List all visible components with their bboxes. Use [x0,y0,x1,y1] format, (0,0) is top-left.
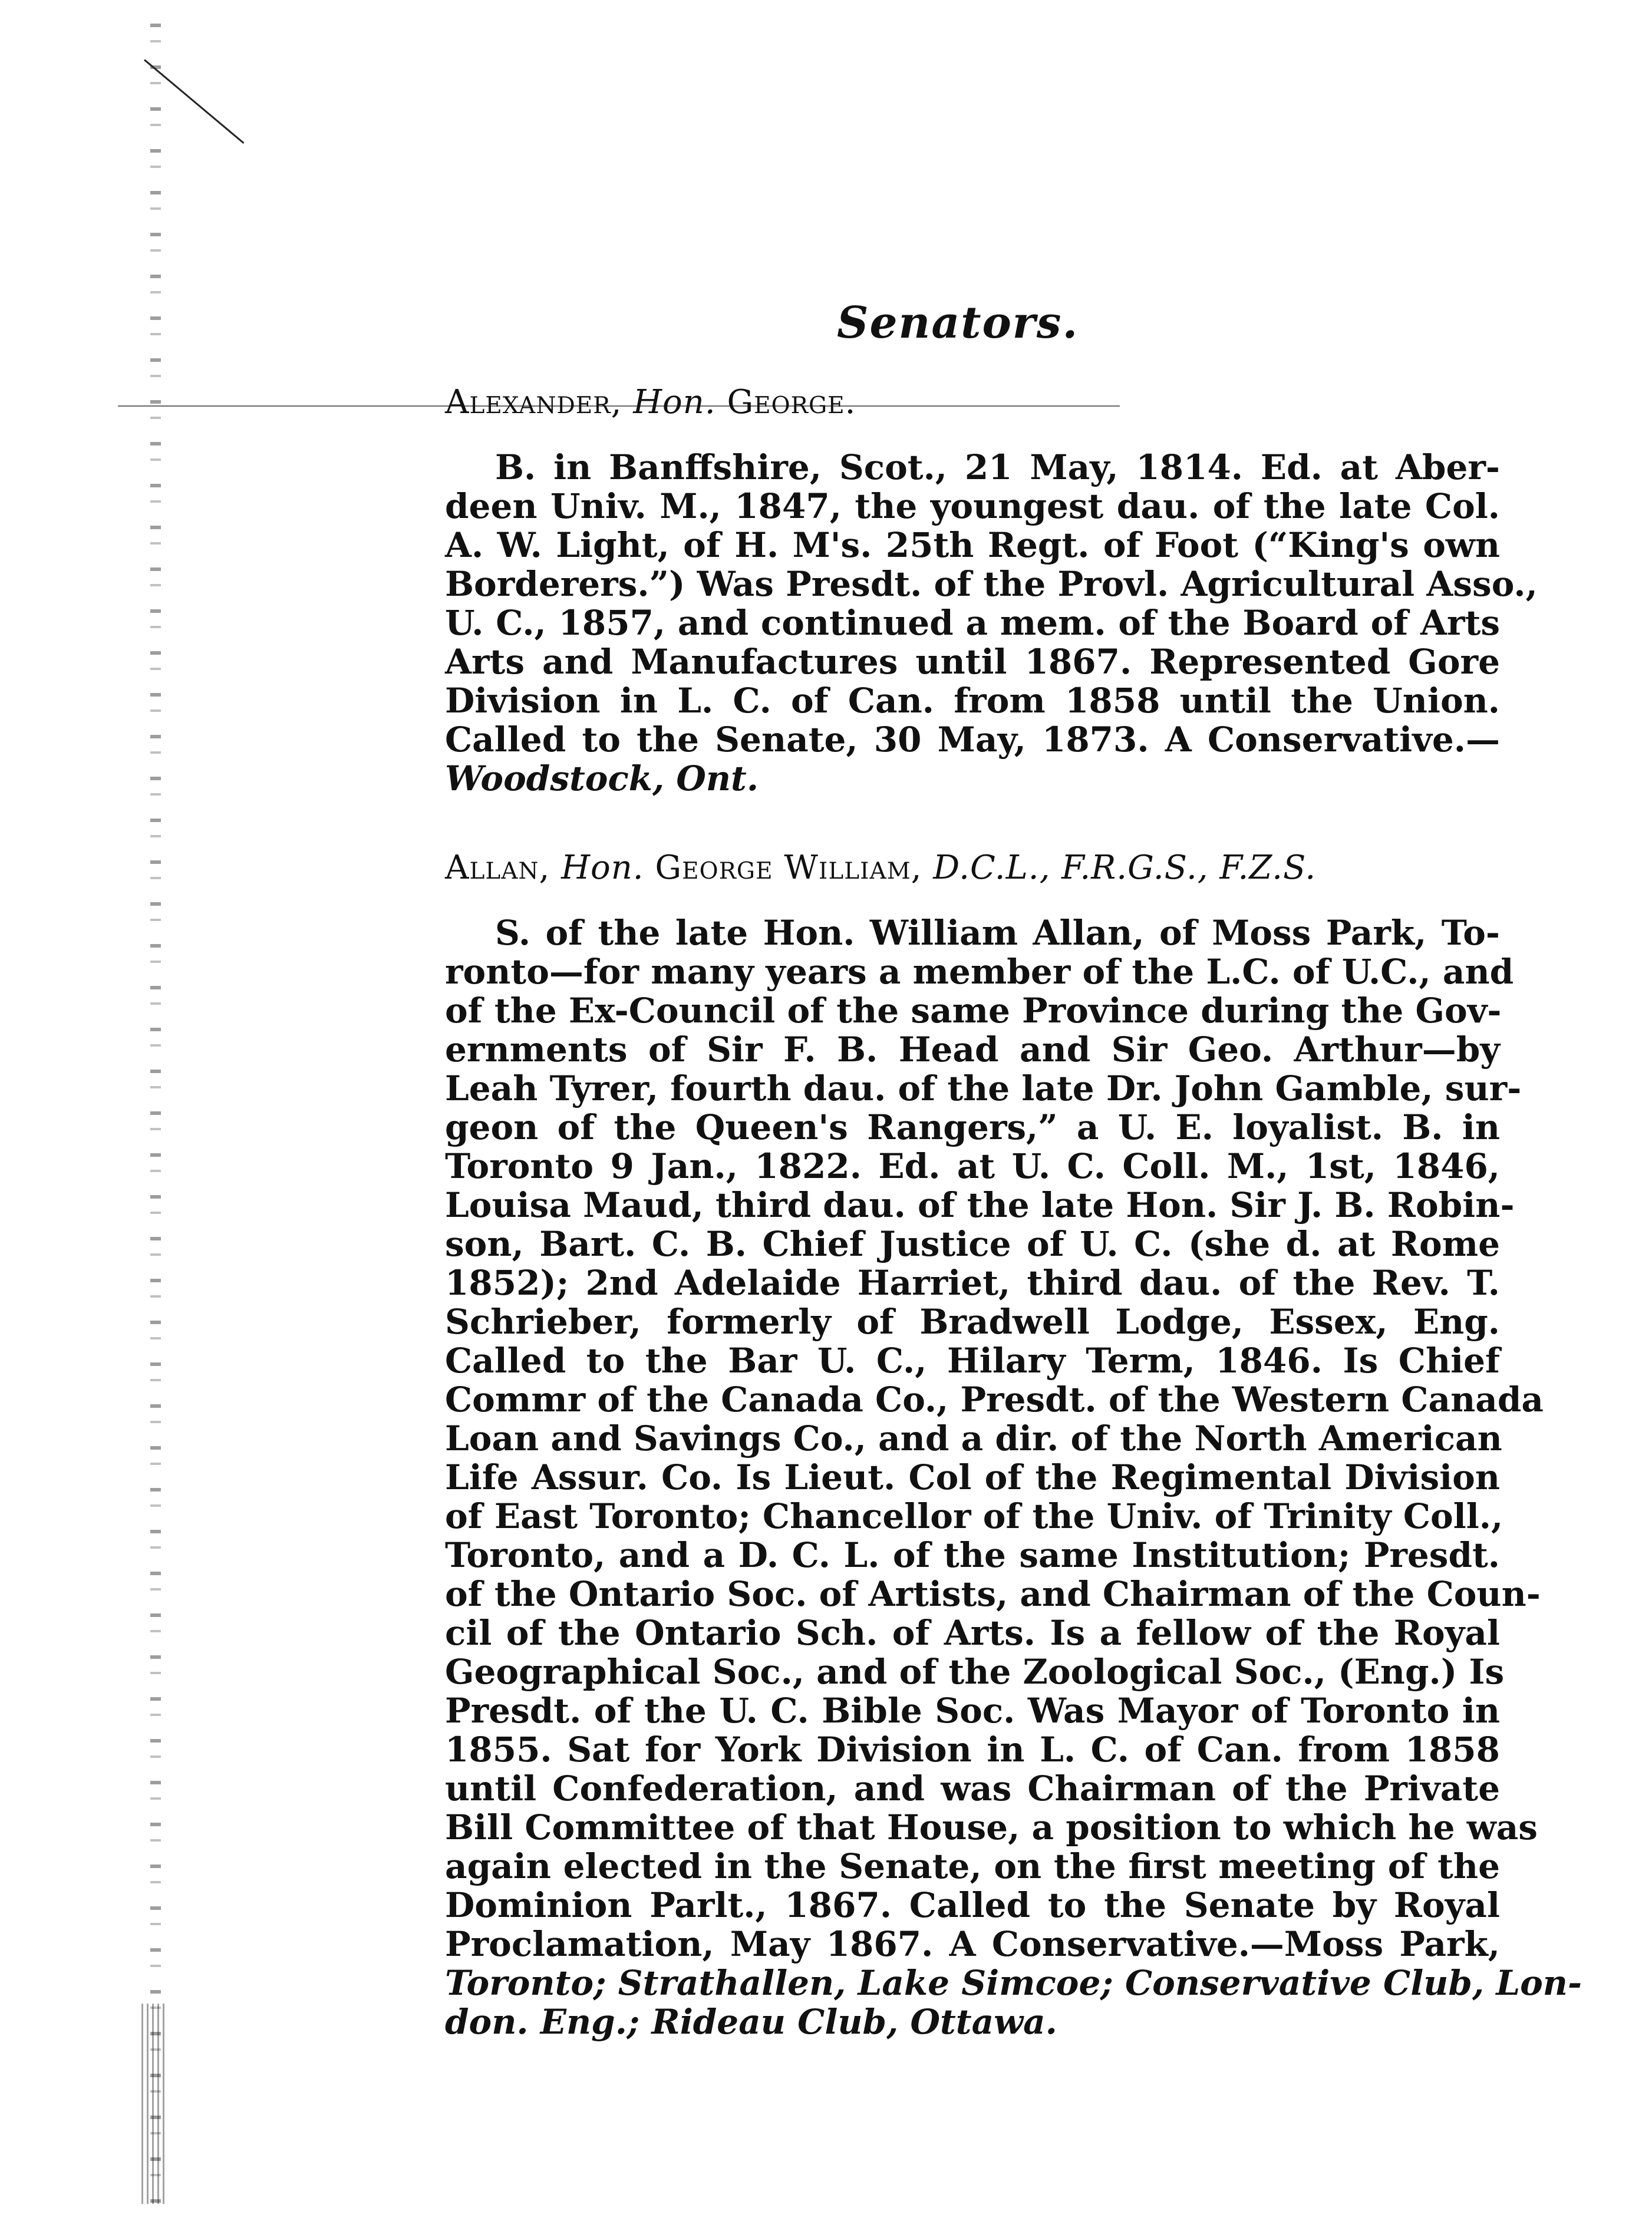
body-line: Dominion Parlt., 1867. Called to the Senate by Royal [445,1885,1500,1925]
body-line: ernments of Sir F. B. Head and Sir Geo. Arthur—by [445,1029,1500,1070]
body-line: Toronto, and a D. C. L. of the same Institution; Presdt. [445,1535,1500,1575]
entry-body-allan [445,913,1582,2042]
body-line-address: don. Eng.; Rideau Club, Ottawa. [445,2002,1057,2042]
entry-honorific: Hon. [633,383,716,421]
body-line: A. W. Light, of H. M's. 25th Regt. of Foot (“King's own [445,525,1500,565]
body-line: of East Toronto; Chancellor of the Univ. of Trinity Coll., [445,1496,1503,1536]
scan-edge-artifact [150,24,161,2204]
body-line: of the Ontario Soc. of Artists, and Chairman of the Coun- [445,1574,1541,1614]
body-line: Presdt. of the U. C. Bible Soc. Was Mayor of Toronto in [445,1691,1500,1731]
body-line: deen Univ. M., 1847, the youngest dau. of the late Col. [445,486,1500,526]
body-line: Toronto 9 Jan., 1822. Ed. at U. C. Coll. M., 1st, 1846, [445,1146,1500,1186]
body-line-address: Woodstock, Ont. [445,758,759,798]
body-line: Division in L. C. of Can. from 1858 until the Union. [445,681,1500,721]
body-line: of the Ex-Council of the same Province during the Gov- [445,991,1502,1031]
body-line: Leah Tyrer, fourth dau. of the late Dr. John Gamble, sur- [445,1068,1522,1108]
entry-given-name: George. [727,383,856,421]
entry-surname: Alexander, [445,383,622,421]
page-heading: Senators. [837,298,1079,348]
entry-body-alexander [445,447,1538,798]
body-line: Borderers.”) Was Presdt. of the Provl. Agricultural Asso., [445,564,1538,604]
body-line: cil of the Ontario Sch. of Arts. Is a fellow of the Royal [445,1613,1500,1653]
body-line: Geographical Soc., and of the Zoological Soc., (Eng.) Is [445,1652,1505,1692]
body-line: Life Assur. Co. Is Lieut. Col of the Regimental Division [445,1457,1500,1497]
body-line: son, Bart. C. B. Chief Justice of U. C. (she d. at Rome [445,1224,1500,1264]
body-line: Called to the Senate, 30 May, 1873. A Conservative.— [445,720,1500,760]
body-line-address: Toronto; Strathallen, Lake Simcoe; Conservative Club, Lon- [445,1963,1582,2003]
entry-honorific: Hon. [561,849,644,887]
body-line: Proclamation, May 1867. A Conservative.—Moss Park, [445,1924,1500,1964]
entry-given-name: George William, [655,849,922,887]
body-line: Louisa Maud, third dau. of the late Hon. Sir J. B. Robin- [445,1185,1515,1225]
body-line: until Confederation, and was Chairman of the Private [445,1768,1500,1809]
body-line: ronto—for many years a member of the L.C. of U.C., and [445,952,1514,992]
body-line: Loan and Savings Co., and a dir. of the North American [445,1418,1502,1458]
body-line: U. C., 1857, and continued a mem. of the Board of Arts [445,603,1500,643]
body-line: Bill Committee of that House, a position to which he was [445,1807,1538,1847]
entry-name-allan [445,849,1316,887]
entry-degrees: D.C.L., F.R.G.S., F.Z.S. [933,849,1317,887]
body-line: again elected in the Senate, on the first meeting of the [445,1846,1500,1886]
body-line: Called to the Bar U. C., Hilary Term, 1846. Is Chief [445,1341,1500,1381]
body-line: geon of the Queen's Rangers,” a U. E. loyalist. B. in [445,1107,1500,1147]
body-line: B. in Banffshire, Scot., 21 May, 1814. Ed. at Aber- [495,447,1500,487]
body-line: S. of the late Hon. William Allan, of Moss Park, To- [495,913,1500,953]
scan-binding-artifact [141,2004,165,2204]
body-line: 1852); 2nd Adelaide Harriet, third dau. of the Rev. T. [445,1263,1500,1303]
body-line: Schrieber, formerly of Bradwell Lodge, Essex, Eng. [445,1302,1500,1342]
body-line: 1855. Sat for York Division in L. C. of Can. from 1858 [445,1730,1500,1770]
body-line: Commr of the Canada Co., Presdt. of the Western Canada [445,1380,1544,1420]
entry-surname: Allan, [445,849,550,887]
body-line: Arts and Manufactures until 1867. Represented Gore [445,642,1500,682]
entry-name-alexander [445,383,856,421]
